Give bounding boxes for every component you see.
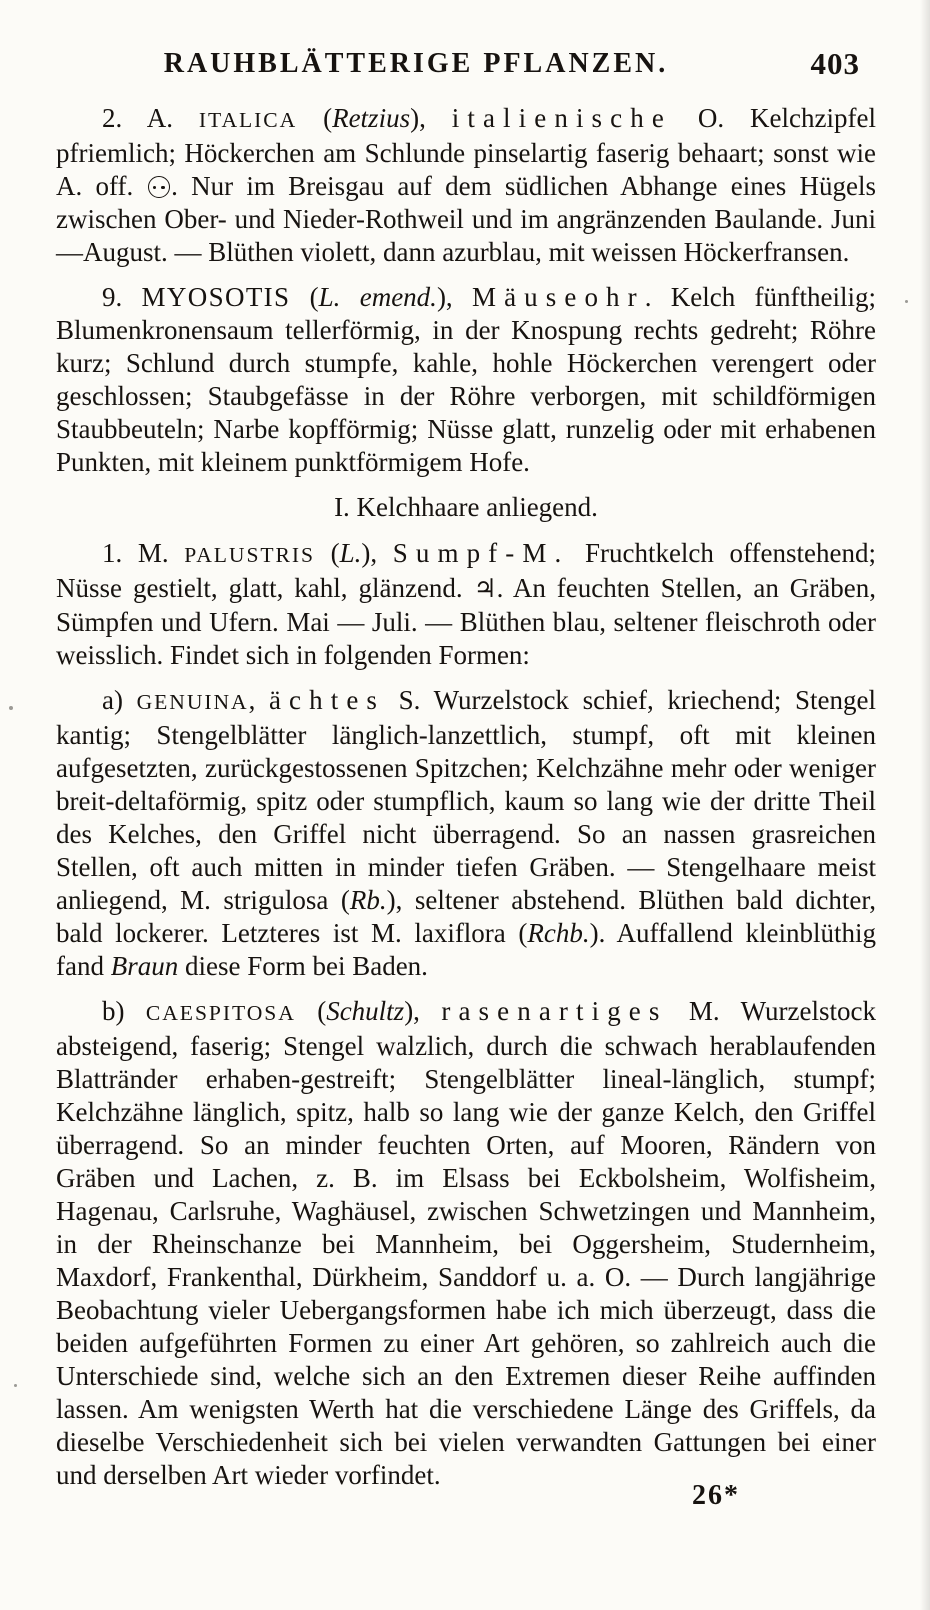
text-run: 2. A.: [102, 103, 199, 133]
text-body: [56, 102, 876, 1504]
text-run: ächtes: [268, 685, 386, 715]
text-run: diese Form bei Baden.: [178, 951, 428, 981]
text-run: M. Wurzelstock absteigend, faserig; Stengel walzlich, durch die schwach herablaufenden Blattränder erhaben-gestreift; Stengelblätter lineal-länglich, stumpf; Kelchzähne länglich, spitz, halb so lang wie der ganze Kelch, den Griffel überragend. So an minder feuchten Orten, auf Mooren, Rändern von Gräben und Lachen, z. B. im Elsass bei Eckbolsheim, Wolfisheim, Hagenau, Carlsruhe, Waghäusel, zwischen Schwetzingen und Mannheim, in der Rheinschanze bei Mannheim, bei Oggersheim, Studernheim, Maxdorf, Frankenthal, Dürkheim, Sanddorf u. a. O. — Durch langjährige Beobachtung vieler Uebergangsformen habe ich mich überzeugt, dass die beiden aufgeführten Formen zu einer Art gehören, so zahlreich auch die Unterschiede sind, welche sich an den Extremen dieser Reihe auffinden lassen. Am wenigsten Werth hat die verschiedene Länge des Griffels, da dieselbe Verschiedenheit sich bei vielen verwandten Gattungen bei einer und derselben Art wieder vorfindet.: [56, 996, 876, 1490]
paragraph: [56, 281, 876, 479]
text-run: italienische: [451, 103, 672, 133]
scan-speck: [9, 706, 13, 710]
text-run: (: [295, 996, 327, 1026]
text-run: PALUSTRIS: [184, 543, 315, 567]
text-run: O. Kelchzipfel pfriemlich; Höckerchen am Schlunde pinselartig faserig behaart; sonst wie A. off.: [56, 103, 876, 201]
signature-mark: 26*: [692, 1480, 740, 1511]
page-number: 403: [810, 46, 860, 81]
paragraph: [56, 995, 876, 1492]
text-run: Braun: [110, 951, 179, 981]
text-run: 9.: [102, 282, 142, 312]
text-run: rasenartiges: [441, 996, 668, 1026]
text-run: ITALICA: [198, 108, 298, 132]
section-heading: [56, 491, 876, 524]
text-run: GENUINA: [136, 690, 249, 714]
scan-speck: [14, 1384, 17, 1387]
text-run: ),: [410, 103, 452, 133]
paragraph: [56, 102, 876, 269]
text-run: 1. M.: [102, 538, 185, 568]
perennial-sign-icon: ♃: [473, 574, 497, 604]
text-run: L. emend.: [318, 282, 437, 312]
text-run: . An feuchten Stellen, an Gräben, Sümpfen und Ufern. Mai — Juli. — Blüthen blau, seltener fleischroth oder weisslich. Findet sich in folgenden Formen:: [56, 573, 876, 670]
running-title: RAUHBLÄTTERIGE PFLANZEN.: [163, 48, 669, 79]
text-run: Rchb.: [527, 918, 590, 948]
text-run: (: [290, 282, 319, 312]
text-run: ),: [404, 996, 442, 1026]
text-run: Mäuseohr: [471, 282, 645, 312]
paragraph: [56, 537, 876, 672]
text-run: (: [314, 538, 340, 568]
text-run: Retzius: [332, 103, 411, 133]
text-run: b): [102, 996, 146, 1026]
scan-speck: [905, 300, 908, 303]
text-run: ,: [248, 685, 269, 715]
text-run: ),: [436, 282, 472, 312]
paragraph: [56, 684, 876, 983]
text-run: . Kelch fünftheilig; Blumenkronensaum tellerförmig, in der Knospung rechts gedreht; Röhre kurz; Schlund durch stumpfe, kahle, hohle Höckerchen verengert oder geschlossen; Staubgefässe in der Röhre verborgen, mit schildförmigen Staubbeuteln; Narbe kopfförmig; Nüsse glatt, runzelig oder mit erhabenen Punkten, mit kleinem punktförmigem Hofe.: [56, 282, 877, 477]
text-run: MYOSOTIS: [141, 282, 291, 312]
page-header: [56, 48, 876, 90]
text-run: CAESPITOSA: [145, 1001, 296, 1025]
text-run: (: [297, 103, 333, 133]
text-run: Schultz: [326, 996, 405, 1026]
text-run: Sumpf-M.: [392, 538, 570, 568]
text-run: Fruchtkelch offenstehend; Nüsse gestielt, glatt, kahl, glänzend.: [56, 538, 876, 603]
text-run: S. Wurzelstock schief, kriechend; Stengel kantig; Stengelblätter länglich-lanzettlich, stumpf, oft mit kleinen aufgesetzten, zurückgestossenen Spitzchen; Kelchzähne mehr oder weniger breit-deltaförmig, spitz oder stumpflich, kaum so lang wie der dritte Theil des Kelches, den Griffel nicht überragend. So an nassen grasreichen Stellen, oft auch mitten in minder tiefen Gräben. — Stengelhaare meist anliegend, M. strigulosa (: [56, 685, 876, 915]
text-run: Rb.: [349, 885, 387, 915]
text-run: ). Auffallend kleinblüthig fand: [56, 918, 876, 981]
text-run: a): [102, 685, 137, 715]
text-run: ), seltener abstehend. Blüthen bald dichter, bald lockerer. Letzteres ist M. laxiflora (: [56, 885, 876, 948]
text-run: ),: [361, 538, 393, 568]
biennial-sign-icon: [148, 176, 170, 198]
text-run: L.: [339, 538, 362, 568]
text-run: I. Kelchhaare anliegend.: [334, 492, 598, 522]
text-run: . Nur im Breisgau auf dem südlichen Abhange eines Hügels zwischen Ober- und Nieder-Rothweil und im angränzenden Baulande. Juni—August. — Blüthen violett, dann azurblau, mit weissen Höckerfransen.: [56, 171, 876, 267]
